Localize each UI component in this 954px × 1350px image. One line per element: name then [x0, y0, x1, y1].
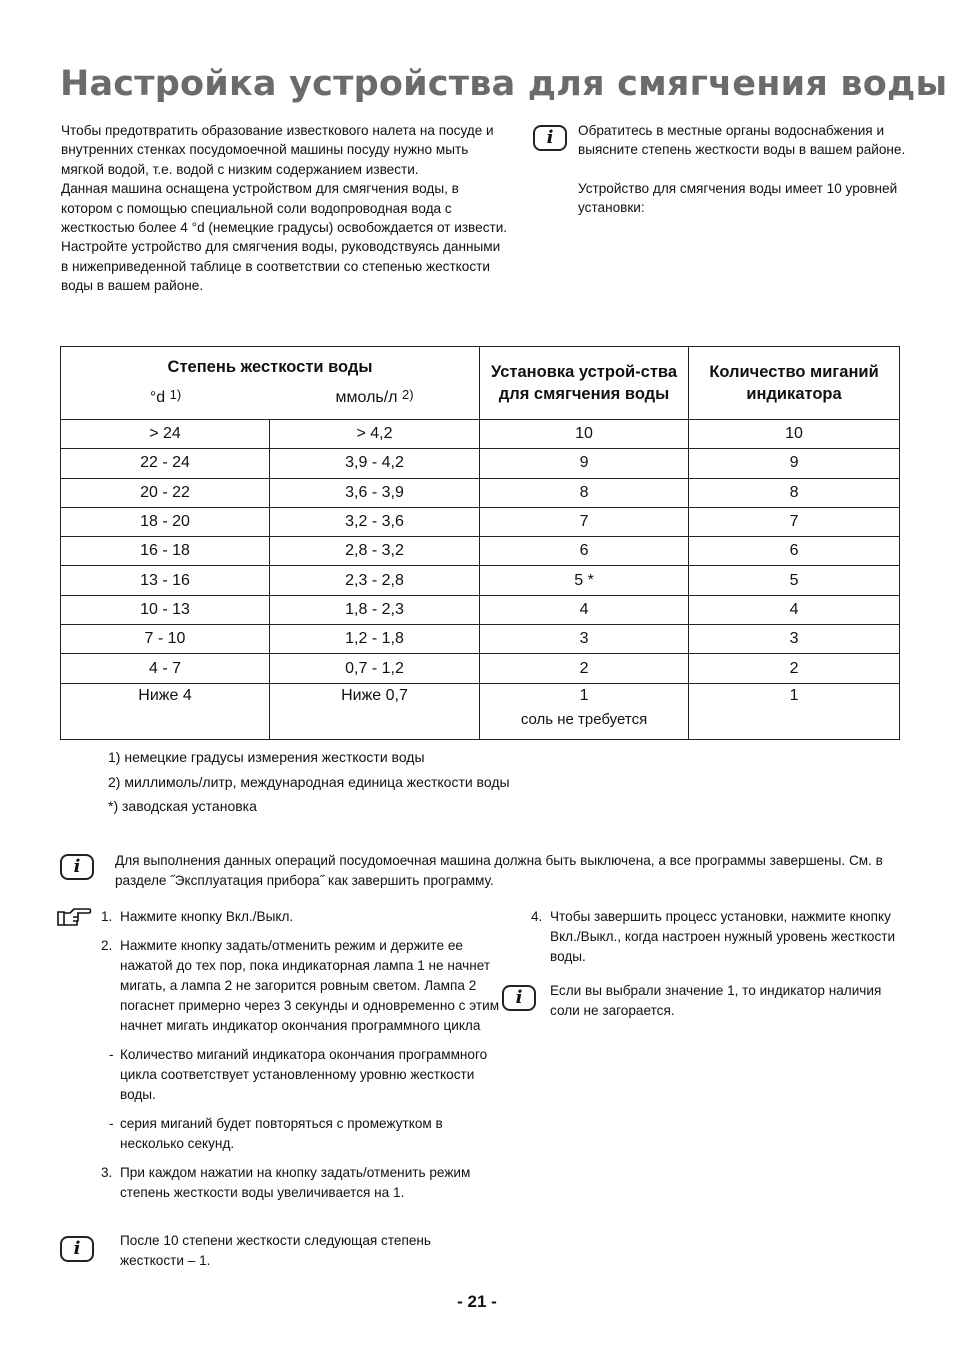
- table-cell-setting: 3: [480, 625, 689, 654]
- info-icon: i: [502, 985, 536, 1011]
- table-cell-mmol: 1,2 - 1,8: [270, 625, 480, 654]
- table-row: [61, 595, 900, 624]
- step-2: [101, 936, 501, 1036]
- page-number: - 21 -: [457, 1292, 497, 1311]
- header-hardness-title: Степень жесткости воды: [167, 358, 373, 376]
- table-row: [61, 654, 900, 683]
- step-bullet: -: [109, 1047, 114, 1062]
- table-cell-mmol: 3,2 - 3,6: [270, 507, 480, 536]
- table-cell-setting: 6: [480, 537, 689, 566]
- table-cell-flashes: 1: [689, 683, 900, 739]
- table-header-row: [61, 347, 900, 420]
- table-cell-setting: 8: [480, 478, 689, 507]
- step-2-note-a: [109, 1045, 501, 1105]
- table-cell-flashes: 7: [689, 507, 900, 536]
- table-cell-setting: 7: [480, 507, 689, 536]
- info-right-text: [578, 121, 908, 218]
- header-dh-footnote-mark: 1): [169, 387, 182, 402]
- table-row: [61, 683, 900, 739]
- footnote-3: *) заводская установка: [108, 798, 257, 815]
- table-cell-dh: 10 - 13: [61, 595, 270, 624]
- table-cell-dh: 7 - 10: [61, 625, 270, 654]
- step-number: 4.: [531, 909, 543, 924]
- header-dh: [61, 384, 270, 409]
- info-right-paragraph-2: Устройство для смягчения воды имеет 10 уровней установки:: [578, 180, 898, 216]
- header-setting: Установка устрой-ства для смягчения воды: [480, 347, 689, 420]
- step-2-note-b: [109, 1114, 501, 1154]
- table-row: [61, 507, 900, 536]
- setting-note: соль не требуется: [520, 710, 648, 728]
- table-cell-flashes: 2: [689, 654, 900, 683]
- table-row: [61, 478, 900, 507]
- intro-paragraph-1: Чтобы предотвратить образование известкового налета на посуде и внутренних стенках посудомоечной машины посуду нужно мыть мягкой водой, т.е. водой с низким содержанием извести.: [61, 123, 494, 177]
- info-icon: i: [60, 1236, 94, 1262]
- table-cell-setting: 5 *: [480, 566, 689, 595]
- header-flashes: Количество миганий индикатора: [689, 347, 900, 420]
- header-mmol-footnote-mark: 2): [401, 387, 414, 402]
- table-row: [61, 625, 900, 654]
- header-hardness-group: [61, 347, 480, 420]
- table-cell-mmol: Ниже 0,7: [270, 683, 480, 739]
- intro-paragraph-3: Настройте устройство для смягчения воды, руководствуясь данными в нижеприведенной таблице в соответствии со степенью жесткости воды в вашем районе.: [61, 239, 501, 294]
- table-cell-mmol: 3,9 - 4,2: [270, 449, 480, 478]
- table-cell-flashes: 6: [689, 537, 900, 566]
- table-cell-mmol: 3,6 - 3,9: [270, 478, 480, 507]
- step-1: [101, 907, 501, 927]
- table-cell-dh: > 24: [61, 420, 270, 449]
- notice-text: Для выполнения данных операций посудомоечная машина должна быть выключена, а все программы завершены. См. в разделе ˝Эксплуатация прибора˝ как завершить программу.: [115, 853, 883, 888]
- table-cell-dh: 22 - 24: [61, 449, 270, 478]
- water-hardness-table: [60, 346, 900, 740]
- table-cell-mmol: 1,8 - 2,3: [270, 595, 480, 624]
- info-right-paragraph-1: Обратитесь в местные органы водоснабжения и выясните степень жесткости воды в вашем районе.: [578, 123, 906, 158]
- table-cell-mmol: > 4,2: [270, 420, 480, 449]
- table-cell-mmol: 2,3 - 2,8: [270, 566, 480, 595]
- table-cell-flashes: 8: [689, 478, 900, 507]
- table-cell-mmol: 2,8 - 3,2: [270, 537, 480, 566]
- right-steps: [531, 907, 901, 976]
- table-cell-flashes: 3: [689, 625, 900, 654]
- table-cell-setting: 2: [480, 654, 689, 683]
- table-cell-mmol: 0,7 - 1,2: [270, 654, 480, 683]
- table-cell-dh: Ниже 4: [61, 683, 270, 739]
- table-cell-dh: 20 - 22: [61, 478, 270, 507]
- step-text: Чтобы завершить процесс установки, нажмите кнопку Вкл./Выкл., когда настроен нужный уровень жесткости воды.: [550, 909, 896, 964]
- table-cell-dh: 18 - 20: [61, 507, 270, 536]
- step-4: [531, 907, 901, 967]
- intro-paragraph-2: Данная машина оснащена устройством для смягчения воды, в котором с помощью специальной соли водопроводная вода с жесткостью более 4 °d (немецкие градусы) освобождается от извести.: [61, 181, 508, 236]
- step-number: 2.: [101, 938, 113, 953]
- step-bullet: -: [109, 1116, 114, 1131]
- step-number: 1.: [101, 909, 113, 924]
- step-text: серия миганий будет повторяться с промежутком в несколько секунд.: [120, 1116, 443, 1151]
- step-text: Количество миганий индикатора окончания программного цикла соответствует установленному уровню жесткости воды.: [120, 1047, 488, 1102]
- setting-value: 1: [579, 686, 589, 704]
- table-body: [61, 420, 900, 740]
- step-3: [101, 1163, 501, 1203]
- info-icon: i: [533, 125, 567, 151]
- table-cell-setting: 9: [480, 449, 689, 478]
- page-title: Настройка устройства для смягчения воды: [60, 64, 948, 104]
- table-row: [61, 449, 900, 478]
- header-dh-label: °d: [149, 389, 166, 406]
- intro-text: [61, 121, 511, 296]
- table-cell-dh: 13 - 16: [61, 566, 270, 595]
- note-level-1: Если вы выбрали значение 1, то индикатор наличия соли не загорается.: [550, 983, 882, 1018]
- table-cell-flashes: 5: [689, 566, 900, 595]
- table-row: [61, 420, 900, 449]
- table-cell-setting: 10: [480, 420, 689, 449]
- table-row: [61, 566, 900, 595]
- header-mmol-label: ммоль/л: [335, 389, 398, 406]
- table-row: [61, 537, 900, 566]
- note-after-10: После 10 степени жесткости следующая степень жесткости – 1.: [120, 1233, 431, 1268]
- table-cell-setting: [480, 683, 689, 739]
- table-cell-dh: 4 - 7: [61, 654, 270, 683]
- info-icon: i: [60, 854, 94, 880]
- step-text: При каждом нажатии на кнопку задать/отменить режим степень жесткости воды увеличивается на 1.: [120, 1165, 471, 1200]
- table-cell-flashes: 10: [689, 420, 900, 449]
- table-cell-setting: 4: [480, 595, 689, 624]
- step-number: 3.: [101, 1165, 113, 1180]
- step-text: Нажмите кнопку Вкл./Выкл.: [120, 909, 294, 924]
- step-text: Нажмите кнопку задать/отменить режим и держите ее нажатой до тех пор, пока индикаторная лампа 1 не начнет мигать, а лампа 2 не загорится ровным светом. Лампа 2 погаснет примерно через 3 секунды и одновременно с этим начнет мигать индикатор окончания программного цикла: [120, 938, 500, 1033]
- instruction-steps: [101, 907, 501, 1212]
- pointing-hand-icon: [56, 906, 92, 928]
- table-cell-dh: 16 - 18: [61, 537, 270, 566]
- header-mmol: [270, 384, 479, 409]
- footnotes: [108, 745, 510, 819]
- table-cell-flashes: 4: [689, 595, 900, 624]
- table-cell-flashes: 9: [689, 449, 900, 478]
- footnote-2: 2) миллимоль/литр, международная единица жесткости воды: [108, 773, 510, 790]
- footnote-1: 1) немецкие градусы измерения жесткости воды: [108, 749, 425, 765]
